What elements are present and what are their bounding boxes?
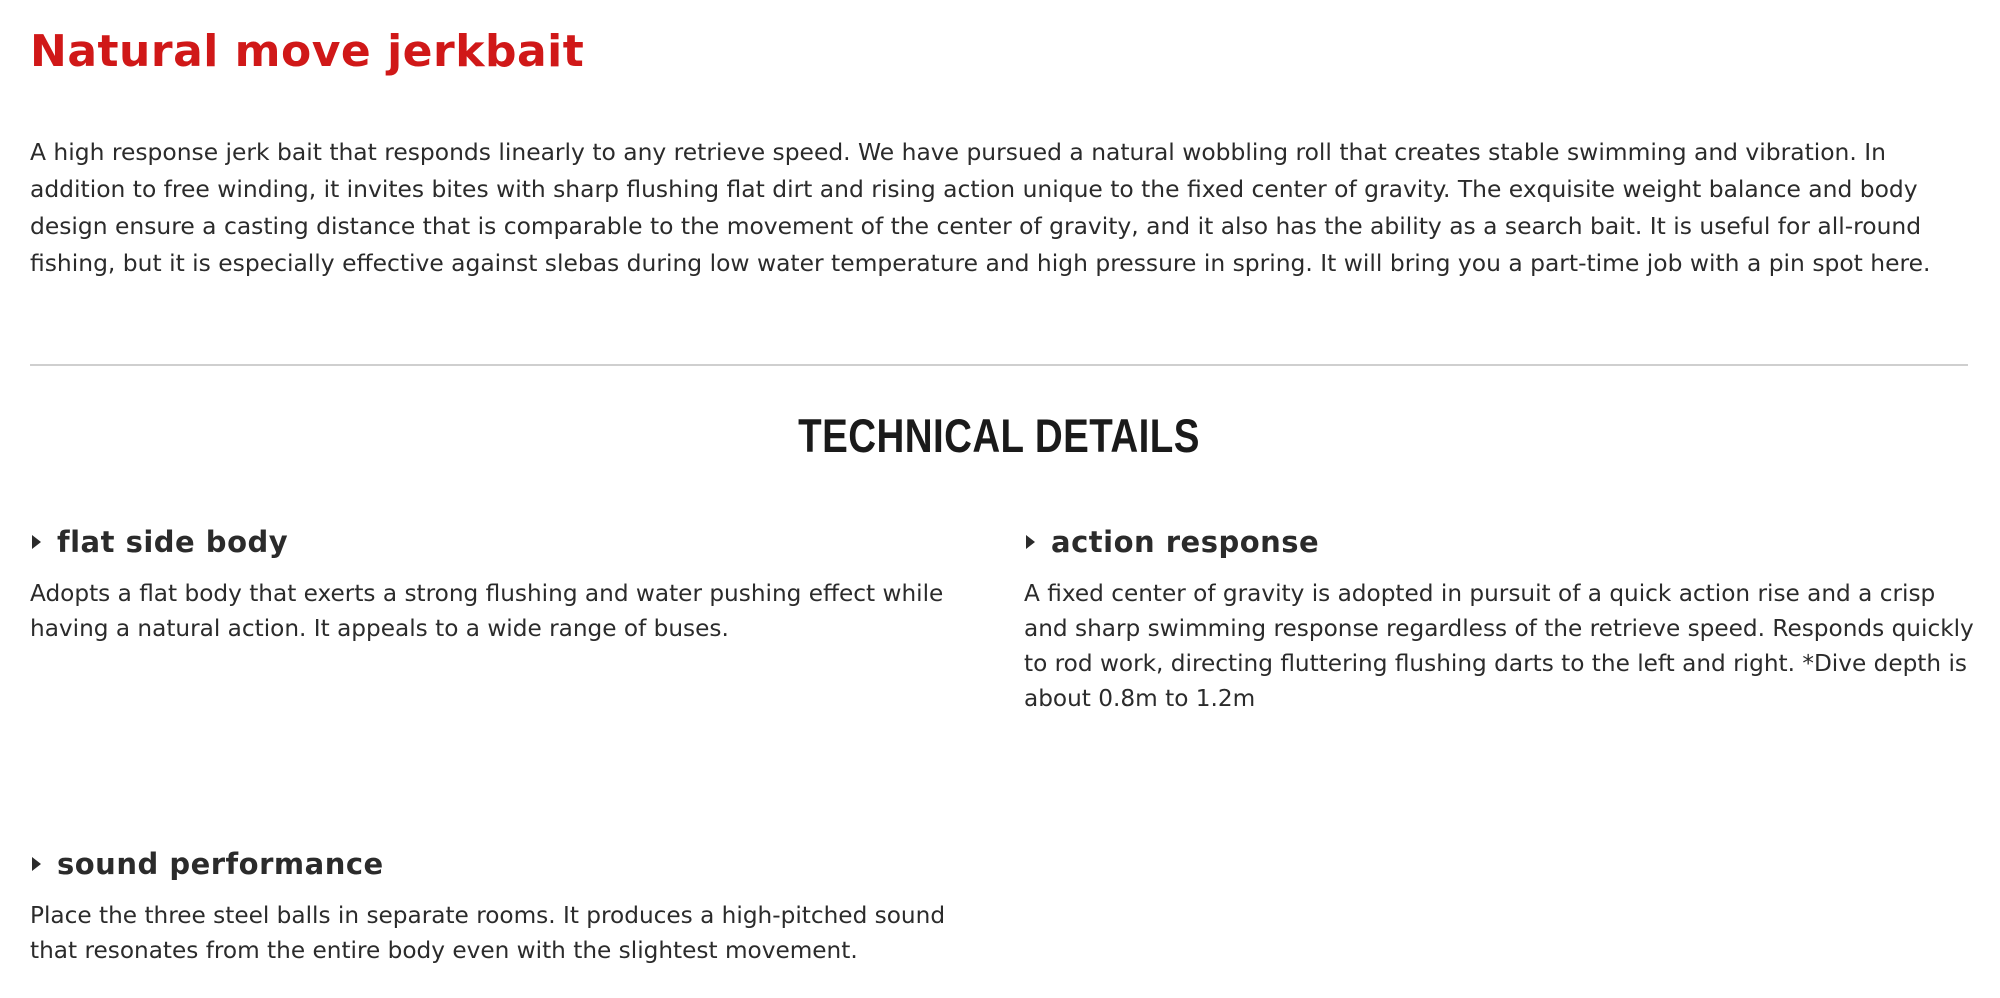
detail-heading-text: flat side body — [57, 525, 289, 559]
triangle-right-icon — [32, 857, 41, 871]
detail-heading — [30, 842, 990, 886]
detail-text: Place the three steel balls in separate rooms. It produces a high-pitched sound that resonates from the entire body even with the slightest movement. — [30, 902, 946, 964]
triangle-right-icon — [1026, 535, 1035, 549]
detail-heading — [1024, 520, 1984, 564]
product-description: A high response jerk bait that responds linearly to any retrieve speed. We have pursued a natural wobbling roll that creates stable swimming and vibration. In addition to free winding, it invites bites with sharp flushing flat dirt and rising action unique to the fixed center of gravity. The exquisite weight balance and body design ensure a casting distance that is comparable to the movement of the center of gravity, and it also has the ability as a search bait. It is useful for all-round fishing, but it is especially effective against slebas during low water temperature and high pressure in spring. It will bring you a part-time job with a pin spot here. — [30, 138, 1931, 277]
detail-sound-performance — [30, 842, 990, 968]
detail-heading — [30, 520, 990, 564]
technical-details-title: TECHNICAL DETAILS — [798, 409, 1200, 462]
detail-heading-text: sound performance — [57, 847, 384, 881]
product-title: Natural move jerkbait — [30, 26, 585, 77]
detail-text: Adopts a flat body that exerts a strong flushing and water pushing effect while having a natural action. It appeals to a wide range of buses. — [30, 580, 944, 642]
detail-text: A fixed center of gravity is adopted in pursuit of a quick action rise and a crisp and sharp swimming response regardless of the retrieve speed. Responds quickly to rod work, directing fluttering flushing darts to the left and right. *Dive depth is about 0.8m to 1.2m — [1024, 580, 1974, 712]
triangle-right-icon — [32, 535, 41, 549]
detail-flat-side-body — [30, 520, 990, 646]
section-divider — [30, 364, 1968, 366]
detail-heading-text: action response — [1051, 525, 1320, 559]
detail-action-response — [1024, 520, 1984, 716]
